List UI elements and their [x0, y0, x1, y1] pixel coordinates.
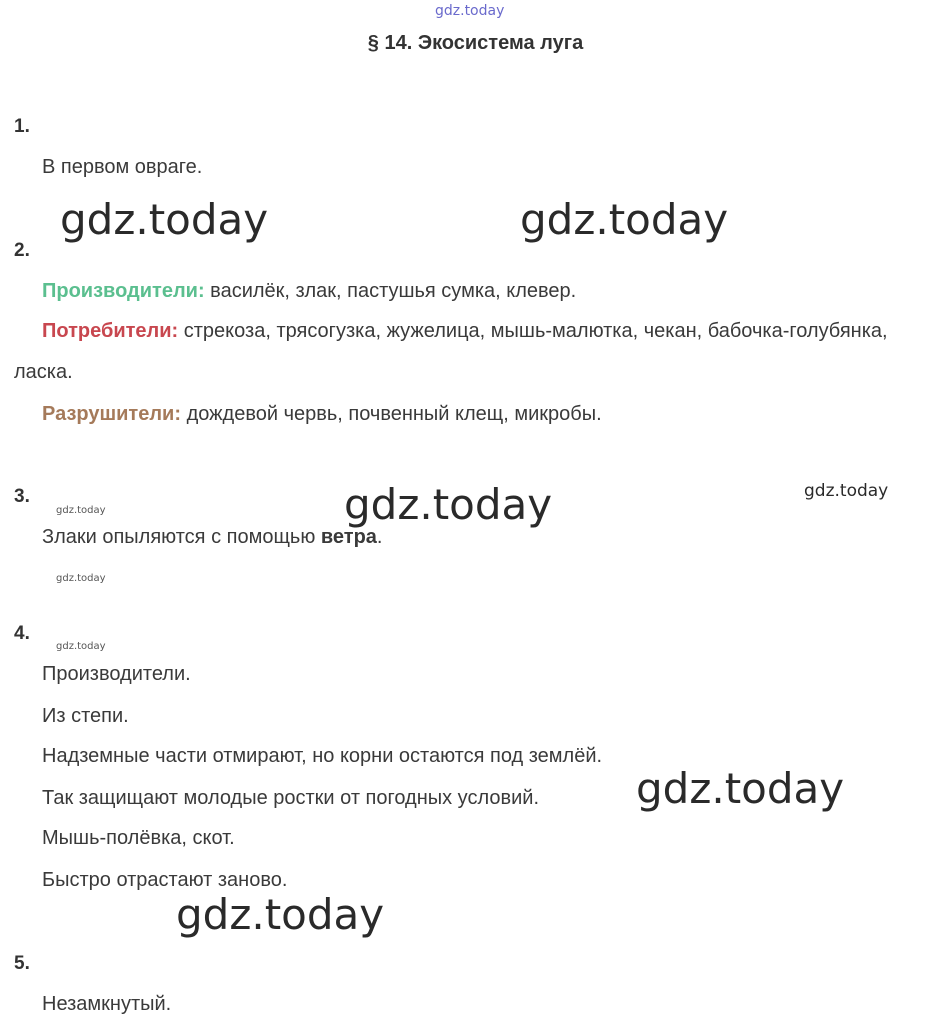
consumers-line: [14, 311, 941, 393]
question-4-line-3: Надземные части отмирают, но корни остаются под землёй.: [42, 745, 603, 767]
page-title: § 14. Экосистема луга: [367, 32, 584, 54]
watermark-large-1: gdz.today: [60, 195, 269, 244]
producers-line: [42, 280, 576, 303]
watermark-large-3: gdz.today: [344, 480, 553, 529]
watermark-top: gdz.today: [435, 3, 505, 19]
question-1-answer: В первом овраге.: [42, 156, 203, 178]
question-4-line-1: Производители.: [42, 663, 191, 685]
question-3-answer: [42, 526, 382, 549]
question-4-line-5: Мышь-полёвка, скот.: [42, 827, 235, 849]
question-5-answer: Незамкнутый.: [42, 993, 172, 1015]
question-5-number: 5.: [14, 953, 30, 974]
decomposers-line: [42, 403, 602, 426]
decomposers-text: дождевой червь, почвенный клещ, микробы.: [181, 403, 602, 425]
question-1-number: 1.: [14, 116, 30, 137]
watermark-small-1: gdz.today: [56, 505, 106, 516]
watermark-large-2: gdz.today: [520, 195, 729, 244]
question-4-number: 4.: [14, 623, 30, 644]
question-4-line-4: Так защищают молодые ростки от погодных условий.: [42, 787, 540, 809]
watermark-large-4: gdz.today: [636, 764, 845, 813]
consumers-text: стрекоза, трясогузка, жужелица, мышь-малютка, чекан, бабочка-голубянка, ласка.: [14, 320, 888, 383]
question-3-number: 3.: [14, 486, 30, 507]
producers-label: Производители:: [42, 280, 205, 302]
producers-text: василёк, злак, пастушья сумка, клевер.: [204, 280, 577, 302]
decomposers-label: Разрушители:: [42, 403, 182, 425]
question-4-line-6: Быстро отрастают заново.: [42, 869, 288, 891]
watermark-large-5: gdz.today: [176, 890, 385, 939]
question-3-answer-bold: ветра: [320, 526, 377, 548]
watermark-medium: gdz.today: [804, 481, 889, 501]
watermark-small-3: gdz.today: [56, 641, 106, 652]
question-3-answer-suffix: .: [376, 526, 383, 548]
question-4-line-2: Из степи.: [42, 705, 129, 727]
question-3-answer-prefix: Злаки опыляются с помощью: [42, 526, 321, 548]
question-2-number: 2.: [14, 240, 30, 261]
watermark-small-2: gdz.today: [56, 573, 106, 584]
consumers-label: Потребители:: [42, 320, 179, 342]
